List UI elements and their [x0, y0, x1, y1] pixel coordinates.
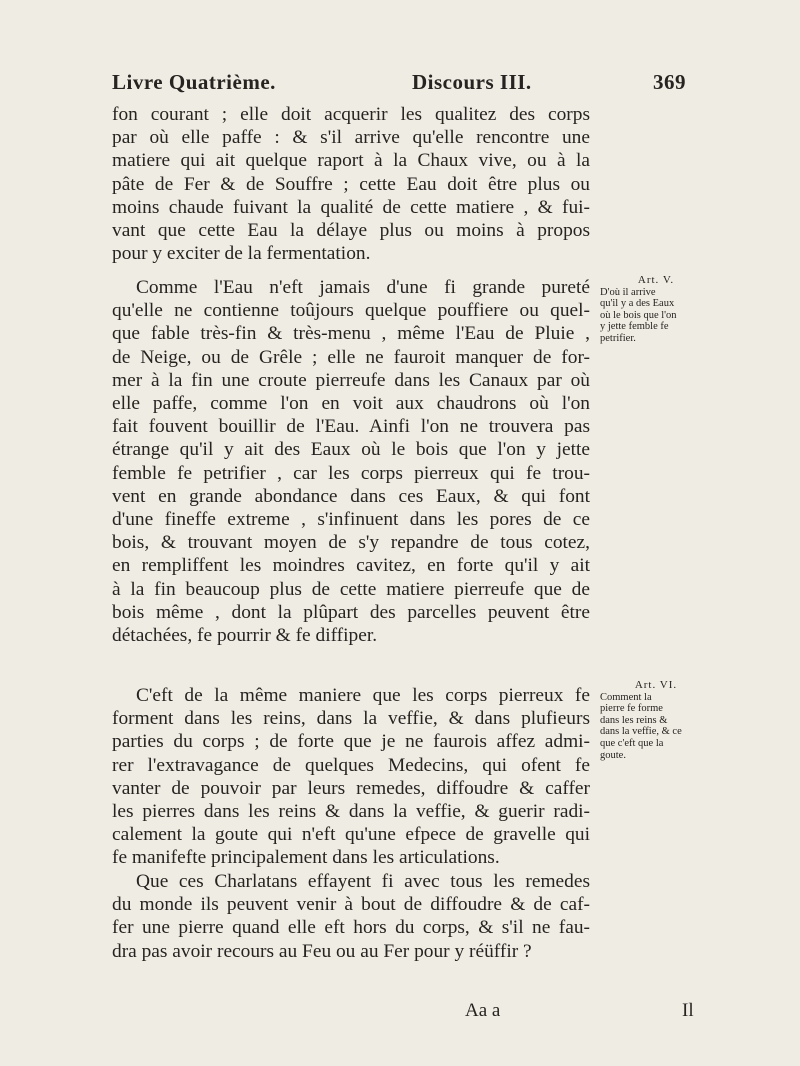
text-line: fer une pierre quand elle eft hors du corps, & s'il ne fau-	[112, 917, 590, 939]
text-line: bois même , dont la plûpart des parcelles peuvent être	[112, 601, 590, 623]
paragraph-1	[112, 103, 590, 265]
text-line: fait fouvent bouillir de l'Eau. Ainfi l'on ne trouvera pas	[112, 416, 590, 438]
margin-note-line: y jette femble fe	[600, 321, 669, 333]
header-discourse-title: Discours III.	[412, 70, 532, 94]
margin-note-line: goute.	[600, 749, 626, 761]
margin-note-line: dans la veffie, & ce	[600, 726, 682, 738]
text-line: par où elle paffe : & s'il arrive qu'elle rencontre une	[112, 127, 590, 149]
text-line: calement la goute qui n'eft qu'une efpece de gravelle qui	[112, 824, 590, 846]
margin-note-line: petrifier.	[600, 332, 636, 344]
catchword: Il	[682, 1000, 694, 1021]
text-line: étrange qu'il y ait des Eaux où le bois que l'on y jette	[112, 439, 590, 461]
text-line: moins chaude fuivant la qualité de cette matiere , & fui-	[112, 196, 590, 218]
page-number: 369	[653, 70, 686, 94]
paragraph-4	[112, 870, 590, 963]
margin-note-line: Comment la	[600, 691, 652, 703]
text-line: forment dans les reins, dans la veffie, & dans plufieurs	[112, 708, 590, 730]
margin-note-line: où le bois que l'on	[600, 309, 677, 321]
text-line: femble fe petrifier , car les corps pierreux qui fe trou-	[112, 462, 590, 484]
text-line: du monde ils peuvent venir à bout de diffoudre & de caf-	[112, 894, 590, 916]
text-line: C'eft de la même maniere que les corps pierreux fe	[136, 685, 590, 706]
text-line: rer l'extravagance de quelques Medecins, qui ofent fe	[112, 754, 590, 776]
text-line: fe manifefte principalement dans les articulations.	[112, 847, 500, 869]
margin-note-line: pierre fe forme	[600, 703, 663, 715]
text-line: parties du corps ; de forte que je ne faurois affez admi-	[112, 731, 590, 753]
margin-note-art-6	[600, 680, 712, 761]
text-line: que fable très-fin & très-menu , même l'Eau de Pluie ,	[112, 323, 590, 345]
text-line: vanter de pouvoir par leurs remedes, diffoudre & caffer	[112, 777, 590, 799]
text-line: fon courant ; elle doit acquerir les qualitez des corps	[112, 104, 590, 125]
margin-note-line: D'où il arrive	[600, 286, 656, 298]
text-line: à la fin beaucoup plus de cette matiere pierreufe que de	[112, 578, 590, 600]
text-line: Comme l'Eau n'eft jamais d'une fi grande pureté	[136, 277, 590, 298]
margin-note-line: que c'eft que la	[600, 737, 664, 749]
text-line: de Neige, ou de Grêle ; elle ne fauroit manquer de for-	[112, 346, 590, 368]
text-line: Que ces Charlatans effayent fi avec tous les remedes	[136, 871, 590, 892]
paragraph-2	[112, 276, 590, 647]
text-line: qu'elle ne contienne toûjours quelque pouffiere ou quel-	[112, 300, 590, 322]
text-line: détachées, fe pourrir & fe diffiper.	[112, 625, 378, 647]
margin-article-number: Art. VI.	[634, 679, 678, 691]
paragraph-3	[112, 684, 590, 870]
signature-mark: Aa a	[465, 1000, 501, 1021]
margin-note-line: qu'il y a des Eaux	[600, 298, 675, 310]
text-line: mer à la fin une croute pierreufe dans les Canaux par où	[112, 369, 590, 391]
text-line: bois, & trouvant moyen de s'y repandre de tous cotez,	[112, 532, 590, 554]
text-line: pâte de Fer & de Souffre ; cette Eau doit être plus ou	[112, 173, 590, 195]
text-line: vent en grande abondance dans ces Eaux, & qui font	[112, 485, 590, 507]
margin-note-line: dans les reins &	[600, 714, 668, 726]
text-line: d'une fineffe extreme , s'infinuent dans les pores de ce	[112, 509, 590, 531]
text-line: les pierres dans les reins & dans la veffie, & guerir radi-	[112, 801, 590, 823]
margin-note-art-5	[600, 275, 712, 345]
margin-article-number: Art. V.	[637, 274, 675, 286]
text-line: vant que cette Eau la délaye plus ou moins à propos	[112, 220, 590, 242]
text-line: matiere qui ait quelque raport à la Chaux vive, ou à la	[112, 150, 590, 172]
text-line: dra pas avoir recours au Feu ou au Fer pour y réüffir ?	[112, 940, 532, 962]
text-line: pour y exciter de la fermentation.	[112, 243, 371, 265]
text-line: en rempliffent les moindres cavitez, en forte qu'il y ait	[112, 555, 590, 577]
header-book-title: Livre Quatrième.	[112, 70, 276, 94]
text-line: elle paffe, comme l'on en voit aux chaudrons où l'on	[112, 393, 590, 415]
